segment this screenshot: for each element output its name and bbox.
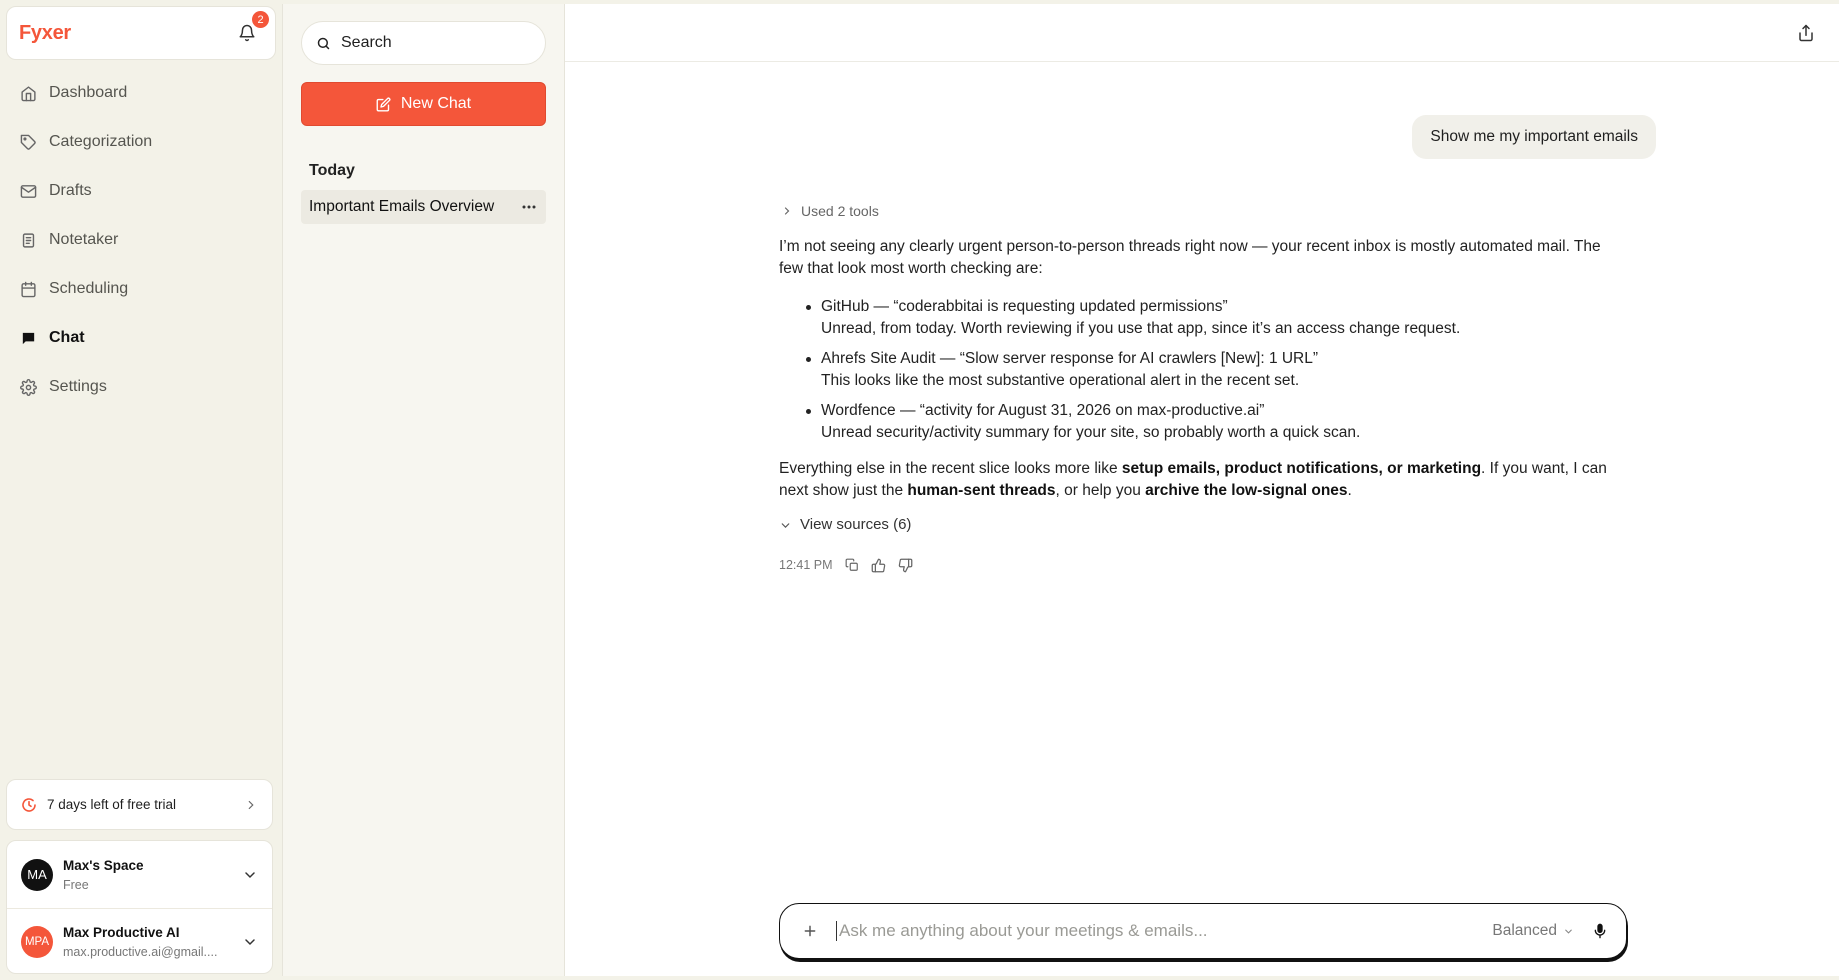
new-chat-button[interactable]	[301, 82, 546, 126]
chevron-down-icon	[242, 934, 258, 950]
view-sources-label: View sources (6)	[800, 516, 912, 533]
message-timestamp: 12:41 PM	[779, 558, 833, 572]
search-icon	[316, 36, 331, 51]
assistant-outro	[779, 458, 1629, 502]
gear-icon	[20, 379, 37, 396]
user-row[interactable]	[7, 908, 272, 974]
account-email: max.productive.ai@gmail....	[63, 945, 218, 959]
workspace-row[interactable]	[7, 841, 272, 908]
email-title: GitHub — “coderabbitai is requesting updated permissions”	[821, 298, 1228, 315]
search-label: Search	[341, 34, 392, 51]
nav-item-settings[interactable]	[6, 366, 276, 408]
important-email-list	[821, 296, 1629, 444]
list-item	[821, 296, 1629, 340]
thumbs-down-icon[interactable]	[898, 558, 913, 573]
plus-icon[interactable]	[802, 923, 818, 939]
copy-icon[interactable]	[845, 558, 859, 572]
assistant-message	[779, 200, 1629, 576]
outro-text: .	[1347, 482, 1352, 499]
user-message: Show me my important emails	[1412, 115, 1656, 159]
nav-item-notetaker[interactable]	[6, 219, 276, 261]
nav-item-drafts[interactable]	[6, 170, 276, 212]
chat-icon	[20, 330, 37, 347]
outro-text: . If you want, I can next show just the	[779, 460, 1607, 499]
notification-badge: 2	[252, 11, 269, 28]
assistant-intro: I’m not seeing any clearly urgent person-to-person threads right now — your recent inbox is mostly automated mail. The few that look most worth checking are:	[779, 238, 1601, 277]
new-chat-label: New Chat	[400, 95, 472, 112]
outro-text: Everything else in the recent slice looks more like	[779, 460, 1122, 477]
list-item	[821, 348, 1629, 392]
search-input[interactable]	[301, 21, 546, 65]
mail-icon	[20, 183, 37, 200]
brand-logo[interactable]: Fyxer	[19, 21, 71, 44]
nav-label: Chat	[49, 329, 85, 346]
microphone-icon[interactable]	[1592, 922, 1608, 940]
message-composer	[779, 903, 1627, 959]
account-name: Max's Space	[63, 857, 144, 873]
conversation-header	[565, 4, 1839, 62]
account-text	[63, 858, 232, 892]
chat-input[interactable]	[836, 921, 1474, 941]
chat-title: Important Emails Overview	[309, 198, 495, 215]
avatar: MPA	[21, 926, 53, 958]
account-switcher	[6, 840, 273, 974]
share-icon[interactable]	[1797, 24, 1815, 42]
countdown-icon	[21, 797, 37, 813]
tools-used-toggle[interactable]	[781, 200, 1629, 222]
email-title: Wordfence — “activity for August 31, 2026 on max-productive.ai”	[821, 402, 1265, 419]
account-name: Max Productive AI	[63, 925, 180, 940]
nav-label: Scheduling	[49, 280, 129, 297]
chevron-right-icon	[781, 205, 793, 217]
avatar: MA	[21, 859, 53, 891]
nav-item-categorization[interactable]	[6, 121, 276, 163]
view-sources-toggle[interactable]	[779, 514, 1629, 536]
nav-label: Settings	[49, 378, 107, 395]
nav-label: Drafts	[49, 182, 92, 199]
edit-icon	[376, 97, 391, 112]
account-text	[63, 925, 232, 959]
more-options-icon[interactable]	[522, 205, 536, 209]
email-detail: This looks like the most substantive operational alert in the recent set.	[821, 372, 1300, 389]
brand-card	[6, 6, 276, 60]
sidebar	[0, 0, 282, 980]
nav-label: Notetaker	[49, 231, 119, 248]
home-icon	[20, 85, 37, 102]
bell-icon	[238, 24, 256, 42]
chevron-right-icon	[244, 798, 258, 812]
thumbs-up-icon[interactable]	[871, 558, 886, 573]
outro-bold: setup emails, product notifications, or marketing	[1121, 460, 1482, 477]
tools-used-label: Used 2 tools	[801, 203, 879, 219]
free-trial-banner[interactable]	[6, 779, 273, 830]
chevron-down-icon	[779, 519, 792, 532]
nav-label: Dashboard	[49, 84, 128, 101]
nav-label: Categorization	[49, 133, 153, 150]
notifications-button[interactable]	[235, 13, 264, 45]
account-plan: Free	[63, 877, 89, 892]
message-actions	[779, 554, 1629, 576]
email-detail: Unread, from today. Worth reviewing if you use that app, since it’s an access change request.	[821, 320, 1461, 337]
chevron-down-icon	[242, 867, 258, 883]
mode-label: Balanced	[1492, 922, 1557, 939]
mode-select[interactable]	[1492, 922, 1574, 940]
conversation-pane	[565, 4, 1839, 976]
chat-history-item[interactable]	[301, 190, 546, 224]
email-title: Ahrefs Site Audit — “Slow server response for AI crawlers [New]: 1 URL”	[821, 350, 1319, 367]
section-heading: Today	[309, 162, 355, 179]
tag-icon	[20, 134, 37, 151]
outro-bold: archive the low-signal ones	[1145, 482, 1348, 499]
chevron-down-icon	[1563, 926, 1574, 937]
calendar-icon	[20, 281, 37, 298]
outro-text: , or help you	[1055, 482, 1146, 499]
outro-bold: human-sent threads	[907, 482, 1056, 499]
nav-item-dashboard[interactable]	[6, 72, 276, 114]
chat-history-panel	[282, 4, 565, 976]
trial-label: 7 days left of free trial	[47, 797, 177, 812]
nav-item-scheduling[interactable]	[6, 268, 276, 310]
email-detail: Unread security/activity summary for your site, so probably worth a quick scan.	[821, 424, 1361, 441]
main-nav	[6, 72, 276, 408]
list-item	[821, 400, 1629, 444]
notepad-icon	[20, 232, 37, 249]
nav-item-chat[interactable]	[6, 317, 276, 359]
